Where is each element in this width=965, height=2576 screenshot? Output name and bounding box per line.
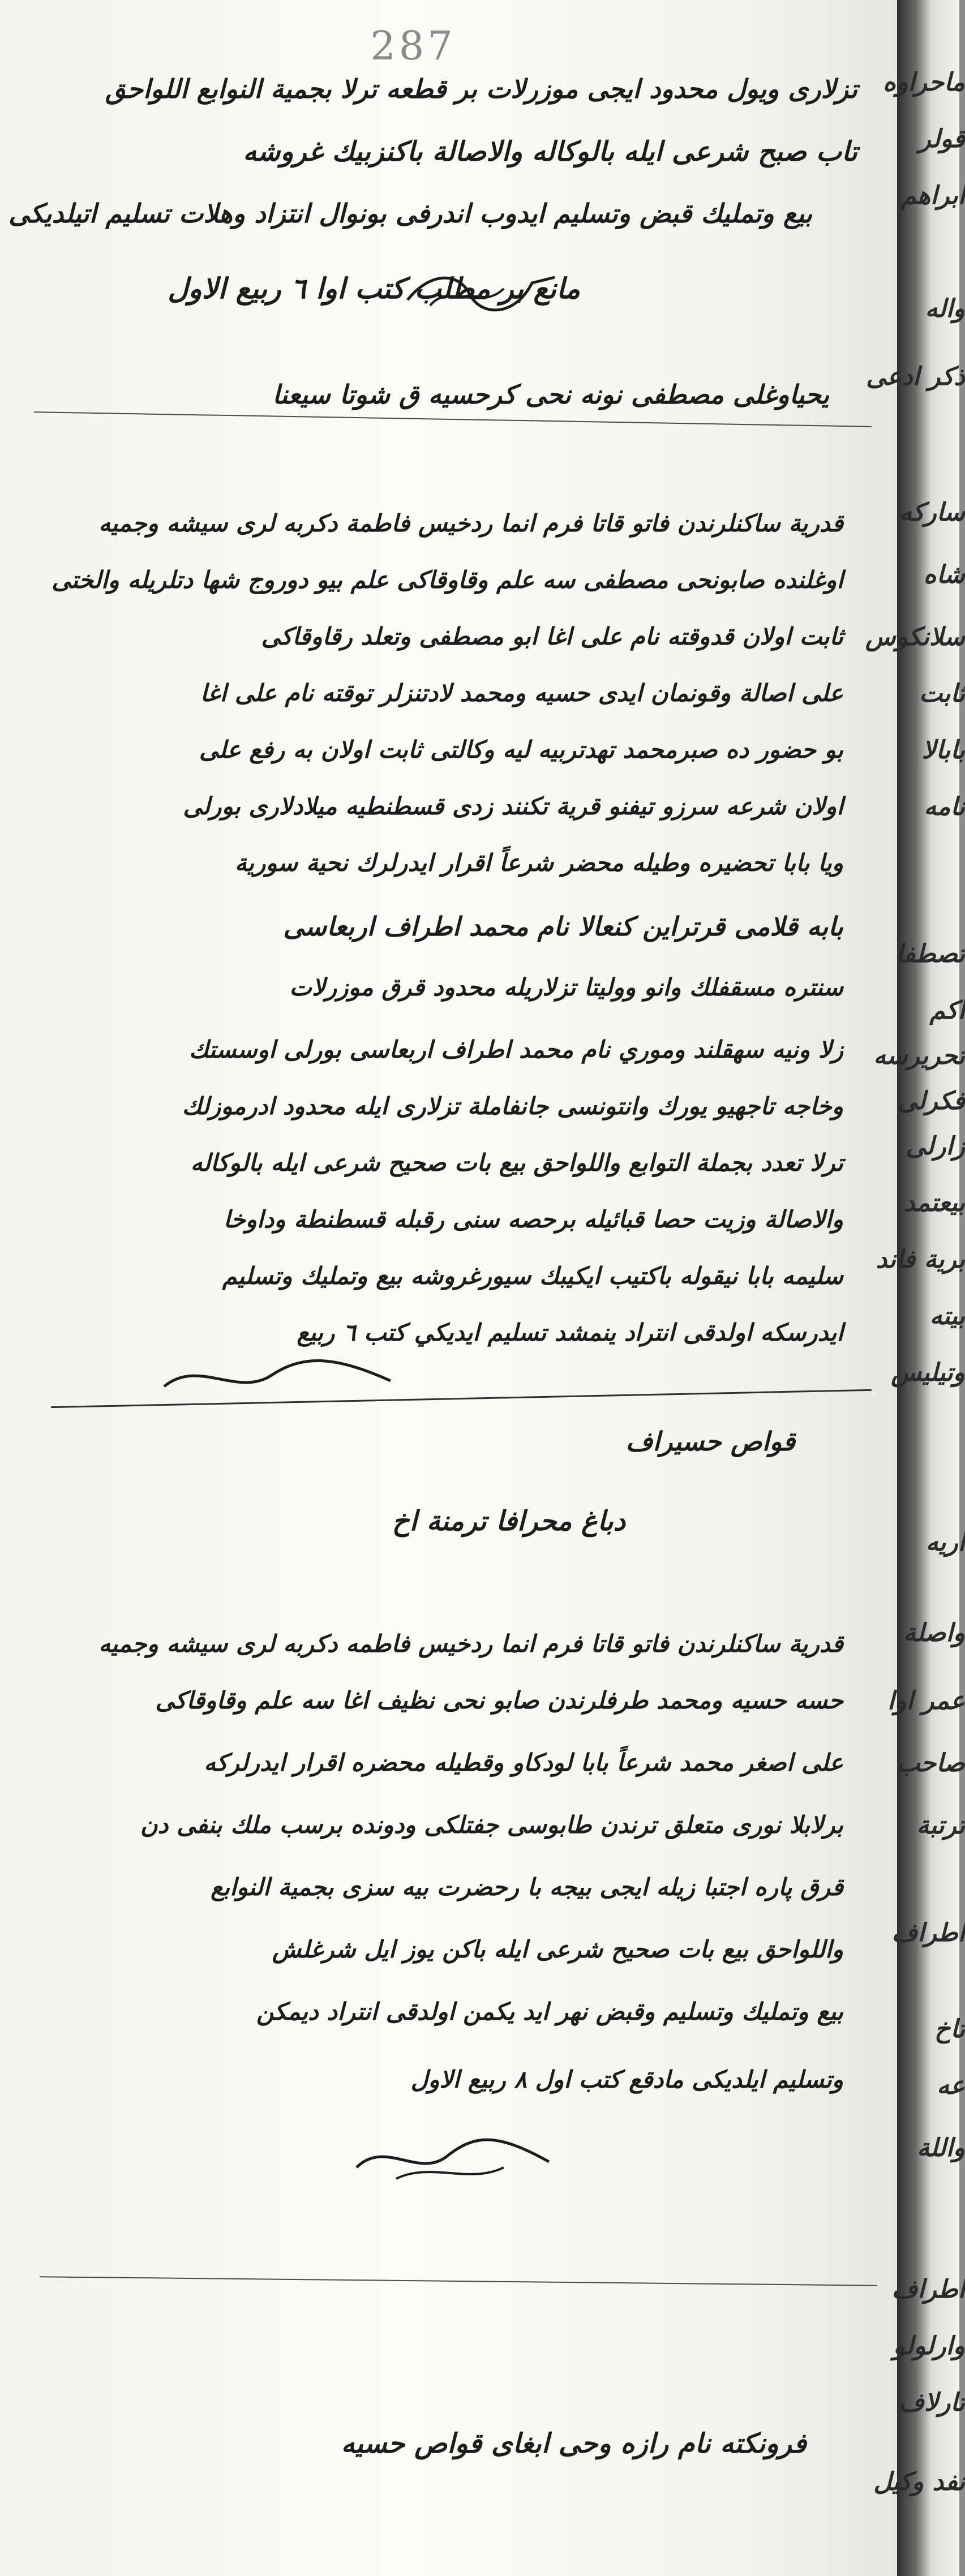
- entry3-line: قدرية ساكنلرندن فاتو قاتا فرم انما ردخيس فاطمه دكربه لرى سيشه وجميه: [98, 1630, 843, 1658]
- entry2-line: ويا بابا تحضيره وطيله محضر شرعاً اقرار ايدرلرك نحية سورية: [234, 849, 843, 877]
- entry3-closing-rule: [40, 2276, 877, 2286]
- entry2-line: ترلا تعدد بجملة التوابع واللواحق بيع بات صحيح شرعى ايله بالوكاله: [190, 1149, 843, 1177]
- entry2-heading-rule: [34, 411, 872, 427]
- entry2-line: سنتره مسقفلك وانو ووليتا تزلاريله محدود قرق موزرلات: [289, 973, 843, 1001]
- entry1-seal-signature: [396, 260, 566, 323]
- entry3-line: بيع وتمليك وتسليم وقبض نهر ايد يكمن اولدقى انتراد ديمكن: [256, 1998, 843, 2025]
- entry2-seal-signature: [158, 1353, 396, 1403]
- entry3-line: على اصغر محمد شرعاً بابا لودكاو وقطيله محضره اقرار ايدرلركه: [204, 1749, 843, 1776]
- margin-line: ثابت: [919, 679, 965, 708]
- entry2-line: سليمه بابا نيقوله باكتيب ايكيبك سيورغروشه بيع وتمليك وتسليم: [222, 1262, 843, 1290]
- margin-line: عه: [937, 2071, 965, 2100]
- entry1-line: بيع وتمليك قبض وتسليم ايدوب اندرفى بونوال انتزاد وهلات تسليم اتيلديكى: [8, 198, 812, 229]
- margin-line: نامه: [924, 792, 965, 821]
- entry2-line: بابه قلامى قرتراين كنعالا نام محمد اطراف اربعاسى: [283, 911, 843, 942]
- margin-line: شاه: [923, 560, 965, 589]
- entry3-side-label: قواص حسيراف: [625, 1426, 795, 1457]
- margin-line: تاخ: [934, 2015, 965, 2043]
- margin-line: واصلة: [903, 1618, 965, 1647]
- margin-line: نفد وكيل: [873, 2467, 965, 2496]
- margin-line: اطراف: [891, 1918, 965, 1947]
- entry4-heading: فرونكته نام رازه وحى ابغاى قواص حسيه: [341, 2428, 807, 2459]
- entry3-line: حسه حسيه ومحمد طرفلرندن صابو نحى نظيف اغا سه علم وقاوقاكى: [155, 1686, 843, 1714]
- folio-number: 287: [370, 23, 456, 69]
- entry3-heading: دباغ محرافا ترمنة اخ: [392, 1505, 625, 1537]
- entry2-heading: يحياوغلى مصطفى نونه نحى كرحسيه ق شوتا سيعنا: [272, 379, 829, 410]
- margin-line: وارلولو: [893, 2332, 965, 2360]
- margin-line: عمر اوا: [887, 1686, 965, 1715]
- entry3-line: واللواحق بيع بات صحيح شرعى ايله باكن يوز ايل شرغلش: [272, 1935, 843, 1963]
- margin-line: واله: [925, 294, 965, 323]
- entry3-line: قرق پاره اجتبا زيله ايجى بيجه با رحضرت بيه سزى بجمية النوابع: [211, 1873, 843, 1901]
- entry2-line: وخاجه تاجهيو يورك وانتونسى جانفاملة تزلارى ايله محدود ادرموزلك: [182, 1092, 843, 1120]
- entry2-line: والاصالة وزيت حصا قبائيله برحصه سنى رقبله قسطنطة وداوخا: [223, 1205, 843, 1233]
- margin-line: تارلاف: [898, 2388, 965, 2417]
- margin-line: ساركه: [899, 498, 965, 527]
- margin-line: وتيليس: [891, 1358, 965, 1387]
- entry2-line: بو حضور ده صبرمحمد تهدتربيه ليه وكالتى ثابت اولان به رفع على: [199, 736, 843, 763]
- margin-line: قولر: [919, 124, 965, 153]
- entry2-line: قدرية ساكنلرندن فاتو قاتا فرم انما ردخيس فاطمة دكربه لرى سيشه وجميه: [98, 509, 843, 537]
- entry2-line: اوغلنده صابونحى مصطفى سه علم وقاوقاكى علم بيو دوروج شها دتلريله والختى: [52, 566, 843, 594]
- margin-line: ابراهم: [900, 181, 965, 210]
- margin-line: برية فاند: [876, 1245, 965, 1274]
- margin-line: ترتبة: [916, 1811, 965, 1840]
- entry3-line: وتسليم ايلديكى مادقع كتب اول ٨ ربيع الاول: [410, 2066, 843, 2093]
- entry2-line: على اصالة وقونمان ايدى حسيه ومحمد لادتنزلر توقته نام على اغا: [200, 679, 843, 707]
- entry2-line: ايدرسكه اولدقى انتراد ينمشد تسليم ايديكي كتب ٦ ربيع: [297, 1319, 843, 1346]
- margin-line: اكم: [929, 996, 965, 1025]
- entry1-line: تزلاری ويول محدود ايجى موزرلات بر قطعه ترلا بجمية النوابع اللواحق: [105, 74, 857, 104]
- entry2-line: زلا ونيه سهقلند وموري نام محمد اطراف اربعاسى بورلى اوسستك: [188, 1036, 843, 1063]
- margin-line: ماحراوه: [883, 68, 965, 97]
- margin-line: تصطفا: [895, 939, 965, 968]
- entry1-line: مانع بر مطلب كتب اوا ٦ ربيع الاول: [168, 272, 580, 305]
- entry3-seal-signature: [351, 2128, 555, 2190]
- margin-line: ذكر ادعى: [866, 362, 965, 391]
- margin-line: بابالا: [921, 736, 965, 765]
- margin-line: فكرلى: [897, 1087, 965, 1115]
- margin-line: بيعتمد: [903, 1188, 965, 1217]
- margin-line: بيته: [929, 1302, 965, 1330]
- margin-line: سلانكوس: [865, 622, 965, 651]
- adjacent-page-margin: [865, 0, 965, 2576]
- margin-line: واللة: [916, 2133, 965, 2162]
- entry2-line: ثابت اولان قدوقته نام على اغا ابو مصطفى وتعلد رقاوقاكى: [261, 622, 843, 650]
- entry2-line: اولان شرعه سرزو تيفنو قرية تكنند زدى قسطنطيه ميلادلارى بورلى: [183, 792, 843, 820]
- margin-line: اطراف: [891, 2275, 965, 2304]
- margin-line: اريه: [925, 1528, 965, 1557]
- margin-line: زارلى: [906, 1132, 965, 1161]
- margin-line: صاحب: [896, 1749, 965, 1778]
- entry3-line: برلابلا نورى متعلق ترندن طابوسى جفتلكى ودونده برسب ملك بنفى دن: [140, 1811, 843, 1839]
- entry1-line: تاب صبح شرعى ايله بالوكاله والاصالة باكنزبيك غروشه: [243, 136, 857, 168]
- margin-line: تحريرسه: [873, 1041, 965, 1070]
